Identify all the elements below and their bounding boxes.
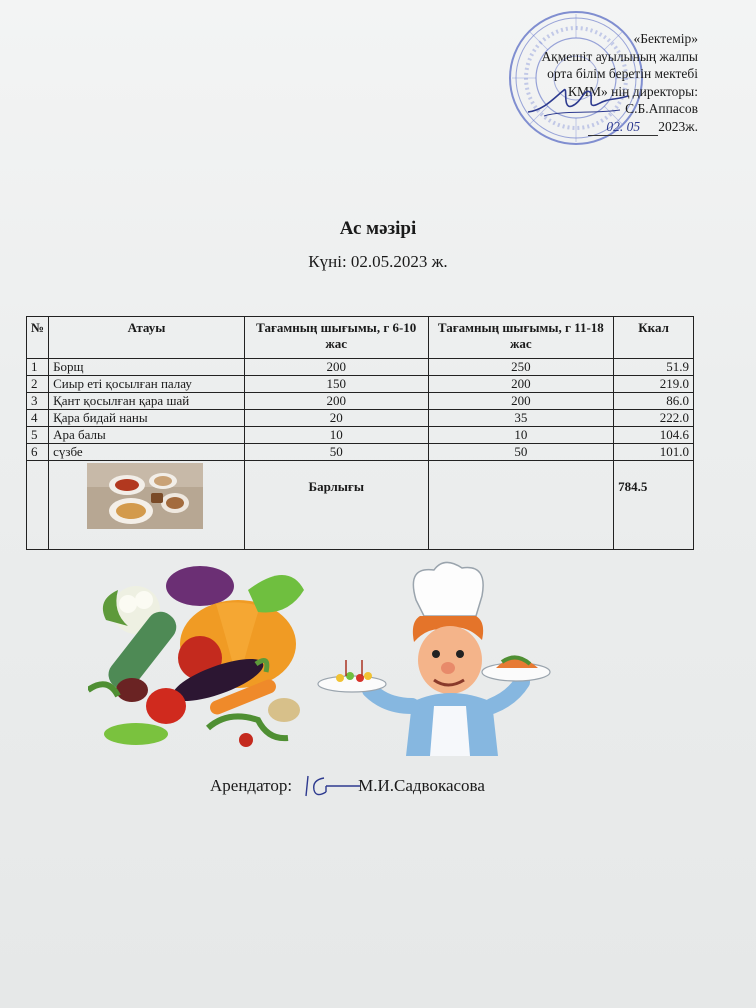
row-yield-11-18: 10 bbox=[428, 427, 614, 444]
row-yield-6-10: 50 bbox=[244, 444, 428, 461]
row-kcal: 219.0 bbox=[614, 376, 694, 393]
director-name: С.Б.Аппасов bbox=[625, 101, 698, 116]
col-yield-11-18: Тағамның шығымы, г 11-18 жас bbox=[428, 317, 614, 359]
page-title: Ас мәзірі bbox=[339, 218, 417, 239]
row-num: 6 bbox=[27, 444, 49, 461]
approval-line-1: Ақмешіт ауылының жалпы bbox=[541, 48, 698, 64]
table-header-row bbox=[27, 317, 694, 359]
total-num-cell bbox=[27, 461, 49, 550]
row-num: 5 bbox=[27, 427, 49, 444]
col-yield-6-10: Тағамның шығымы, г 6-10 жас bbox=[244, 317, 428, 359]
approval-date-filled: 02. 05 bbox=[588, 118, 658, 137]
vegetables-illustration bbox=[88, 560, 328, 760]
menu-date: Күні: 02.05.2023 ж. bbox=[308, 252, 448, 271]
row-kcal: 104.6 bbox=[614, 427, 694, 444]
row-num: 2 bbox=[27, 376, 49, 393]
tenant-line bbox=[210, 772, 485, 800]
approval-line-3: КММ» нің директоры: bbox=[568, 83, 698, 99]
col-name: Атауы bbox=[49, 317, 245, 359]
row-num: 3 bbox=[27, 393, 49, 410]
row-yield-11-18: 200 bbox=[428, 393, 614, 410]
row-yield-11-18: 35 bbox=[428, 410, 614, 427]
total-kcal: 784.5 bbox=[614, 461, 694, 550]
row-name: Борщ bbox=[49, 359, 245, 376]
tenant-signature bbox=[302, 772, 364, 800]
row-name: Қара бидай наны bbox=[49, 410, 245, 427]
approval-date bbox=[588, 118, 698, 137]
approval-year: 2023ж. bbox=[658, 118, 698, 134]
table-row bbox=[27, 376, 694, 393]
col-num: № bbox=[27, 317, 49, 359]
row-yield-6-10: 10 bbox=[244, 427, 428, 444]
total-empty-cell bbox=[428, 461, 614, 550]
menu-table bbox=[26, 316, 694, 550]
col-kcal: Ккал bbox=[614, 317, 694, 359]
row-kcal: 51.9 bbox=[614, 359, 694, 376]
row-kcal: 222.0 bbox=[614, 410, 694, 427]
director-signature bbox=[524, 80, 634, 120]
row-name: Ара балы bbox=[49, 427, 245, 444]
tenant-name: М.И.Садвокасова bbox=[358, 776, 485, 795]
total-row bbox=[27, 461, 694, 550]
table-row bbox=[27, 444, 694, 461]
row-num: 1 bbox=[27, 359, 49, 376]
row-yield-6-10: 150 bbox=[244, 376, 428, 393]
row-num: 4 bbox=[27, 410, 49, 427]
chef-illustration bbox=[316, 556, 556, 756]
table-row bbox=[27, 410, 694, 427]
row-yield-6-10: 200 bbox=[244, 359, 428, 376]
row-name: сүзбе bbox=[49, 444, 245, 461]
tenant-label: Арендатор: bbox=[210, 776, 293, 795]
row-name: Қант қосылған қара шай bbox=[49, 393, 245, 410]
org-name: «Бектемір» bbox=[633, 31, 698, 46]
table-row bbox=[27, 393, 694, 410]
row-yield-6-10: 200 bbox=[244, 393, 428, 410]
row-yield-11-18: 200 bbox=[428, 376, 614, 393]
row-name: Сиыр еті қосылған палау bbox=[49, 376, 245, 393]
table-row bbox=[27, 359, 694, 376]
food-photo-cell bbox=[49, 461, 245, 550]
approval-line-2: орта білім беретін мектебі bbox=[547, 66, 698, 81]
total-label: Барлығы bbox=[244, 461, 428, 550]
row-yield-11-18: 250 bbox=[428, 359, 614, 376]
table-row bbox=[27, 427, 694, 444]
food-photo bbox=[87, 463, 203, 529]
row-yield-11-18: 50 bbox=[428, 444, 614, 461]
row-yield-6-10: 20 bbox=[244, 410, 428, 427]
row-kcal: 101.0 bbox=[614, 444, 694, 461]
row-kcal: 86.0 bbox=[614, 393, 694, 410]
